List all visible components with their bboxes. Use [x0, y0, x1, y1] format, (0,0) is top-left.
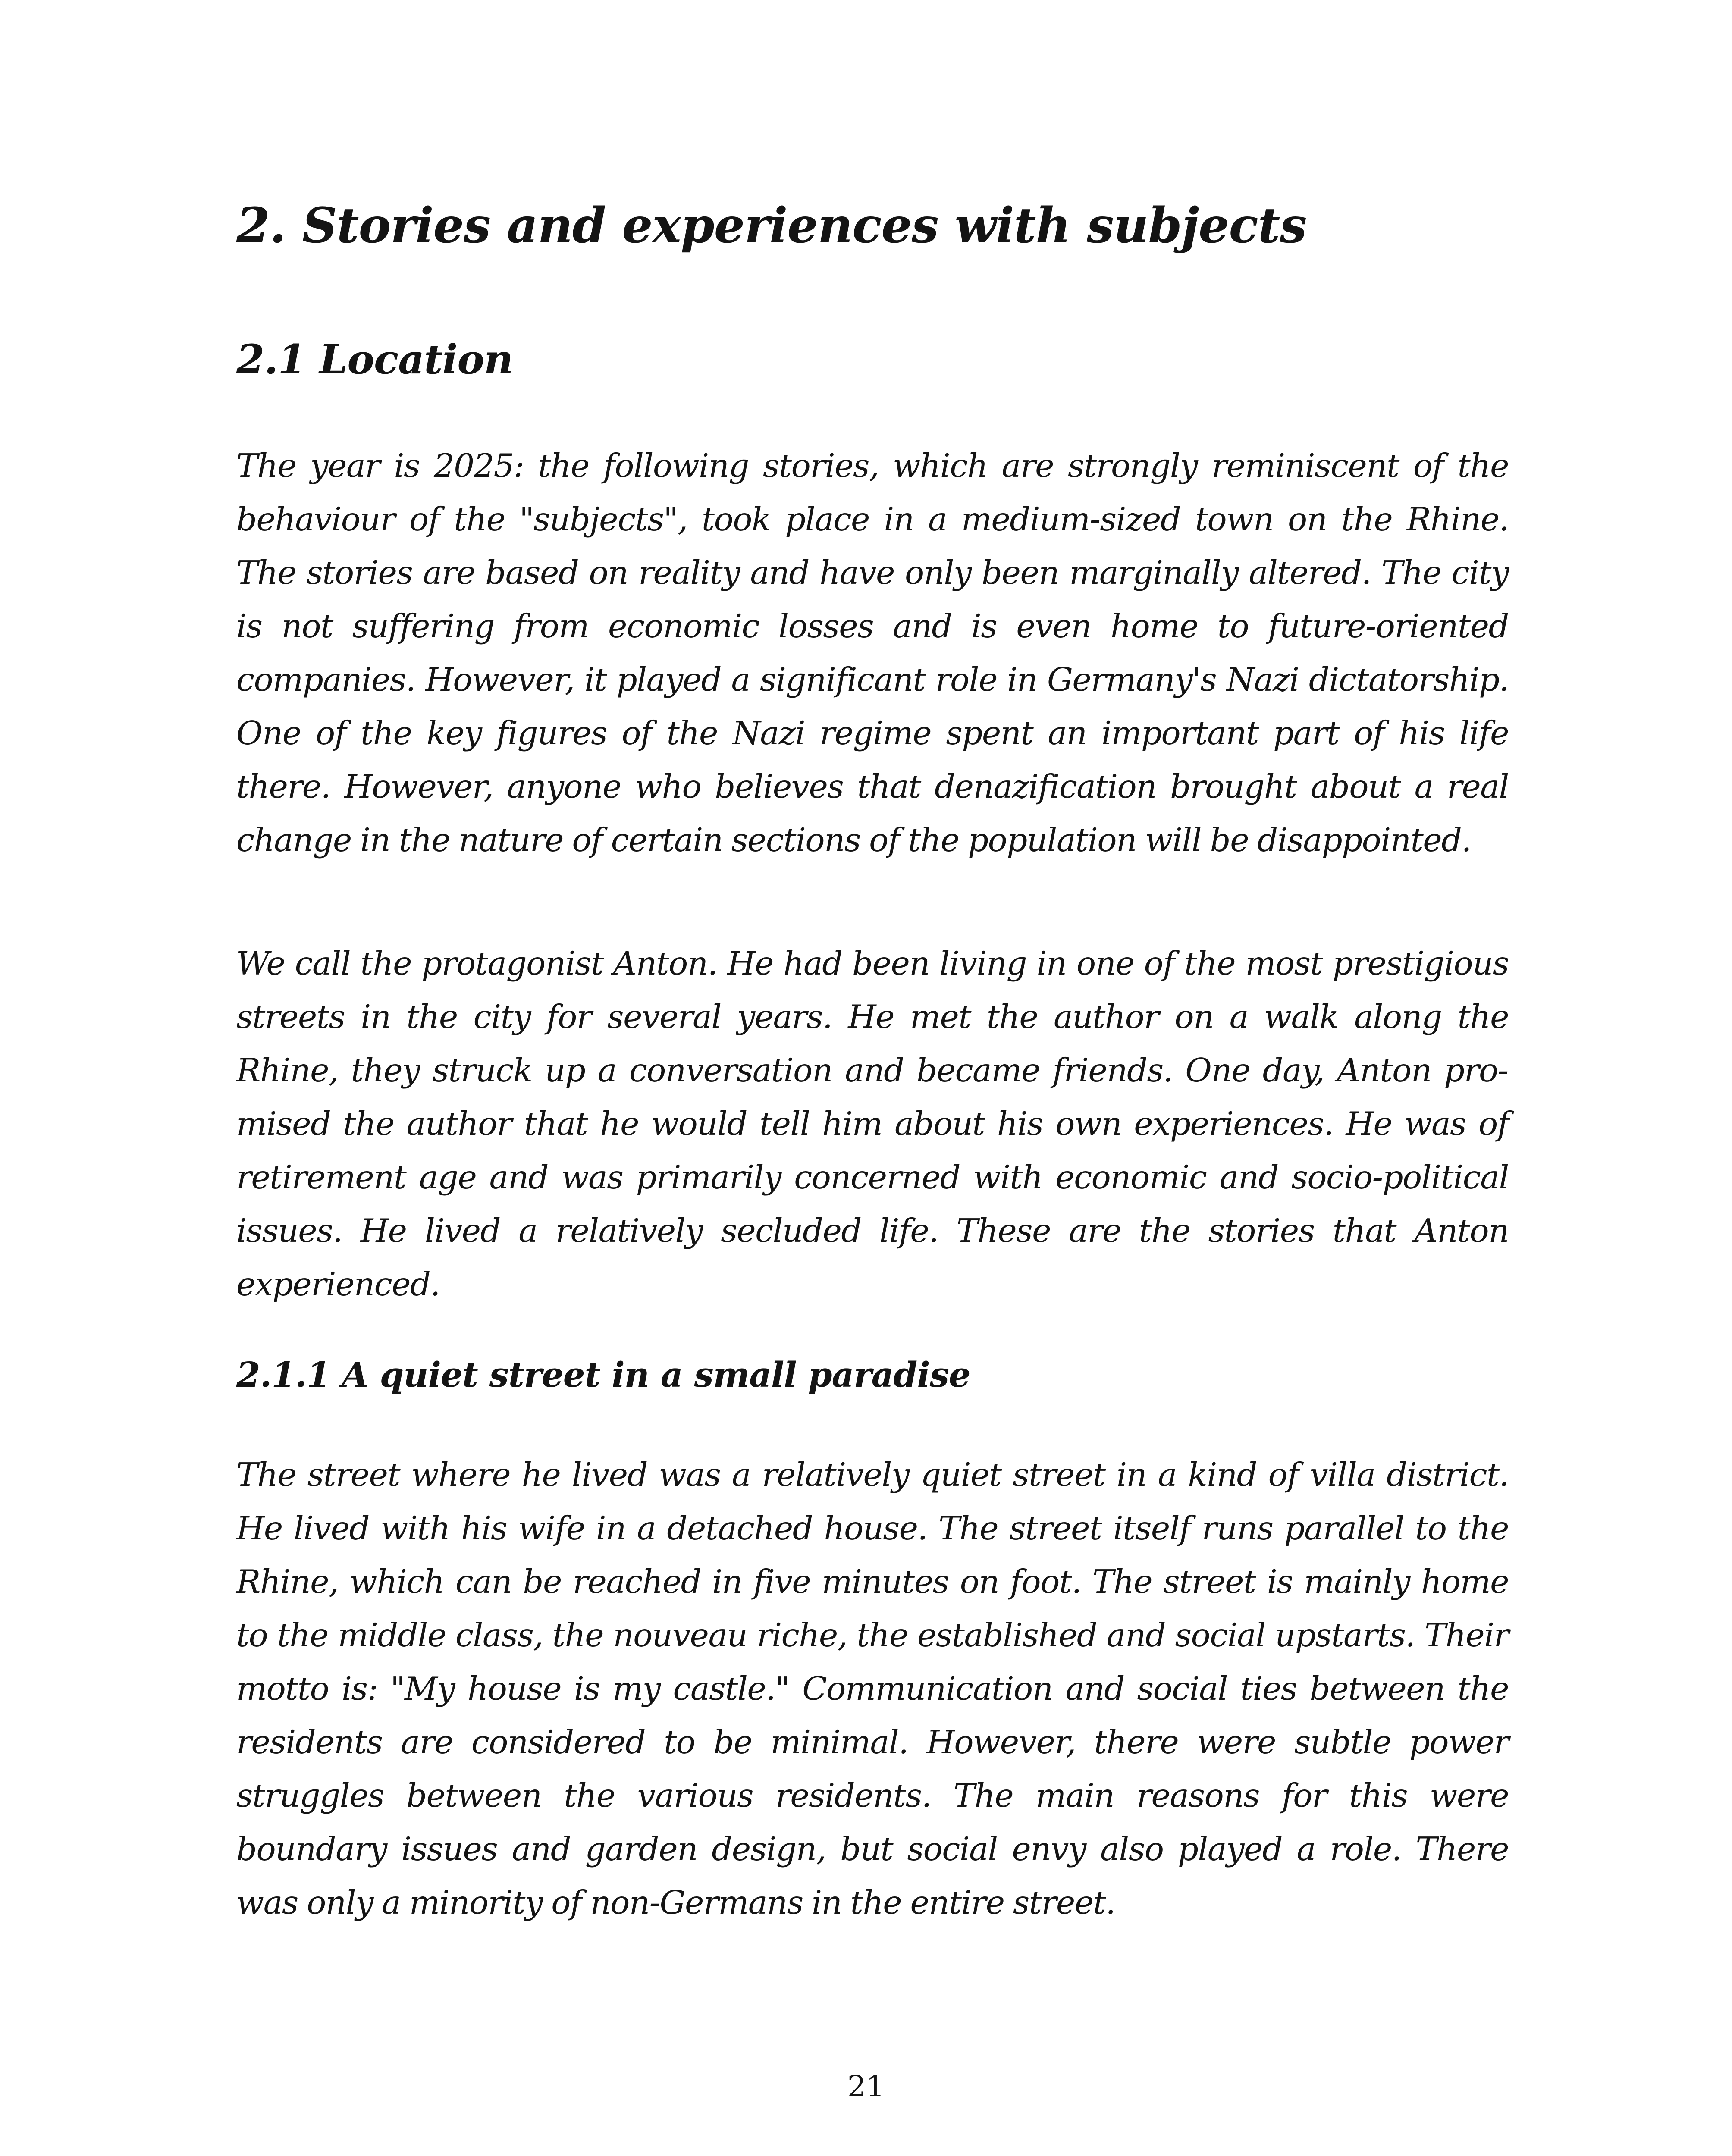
page-number: 21 — [847, 2070, 885, 2104]
subsection-paragraph-1: The street where he lived was a relatively quiet street in a kind of villa district. He lived with his wife in a detached house. The street itself runs parallel to the Rhine, which can be reached in five minutes on foot. The street is mainly home to the middle class, the nouveau riche, the established and social upstarts. Their motto is: "My house is my castle." Communication and social ties between the residents are considered to be minimal. However, there were subtle power struggles between the various residents. The main reasons for this were boundary issues and garden design, but social envy also played a role. There was only a minority of non-Germans in the entire street. — [236, 1456, 1509, 1921]
section-title: 2.1 Location — [236, 336, 513, 383]
section-paragraph-2: We call the protagonist Anton. He had been living in one of the most prestigious streets in the city for several years. He met the author on a walk along the Rhine, they struck up a conversation and became friends. One day, Anton promised the author that he would tell him about his own experiences. He was of retirement age and was primarily concerned with economic and socio-political issues. He lived a relatively secluded life. These are the stories that Anton experienced. — [236, 944, 1509, 1303]
subsection-title: 2.1.1 A quiet street in a small paradise — [236, 1354, 970, 1395]
chapter-title: 2. Stories and experiences with subjects — [236, 197, 1307, 254]
section-paragraph-1: The year is 2025: the following stories, which are strongly reminiscent of the behaviour of the "subjects", took place in a medium-sized town on the Rhine. The stories are based on reality and have only been marginally altered. The city is not suffering from economic losses and is even home to future-oriented companies. However, it played a significant role in Germany's Nazi dictatorship. One of the key figures of the Nazi regime spent an important part of his life there. However, anyone who believes that denazification brought about a real change in the nature of certain sections of the population will be disappointed. — [236, 447, 1509, 859]
